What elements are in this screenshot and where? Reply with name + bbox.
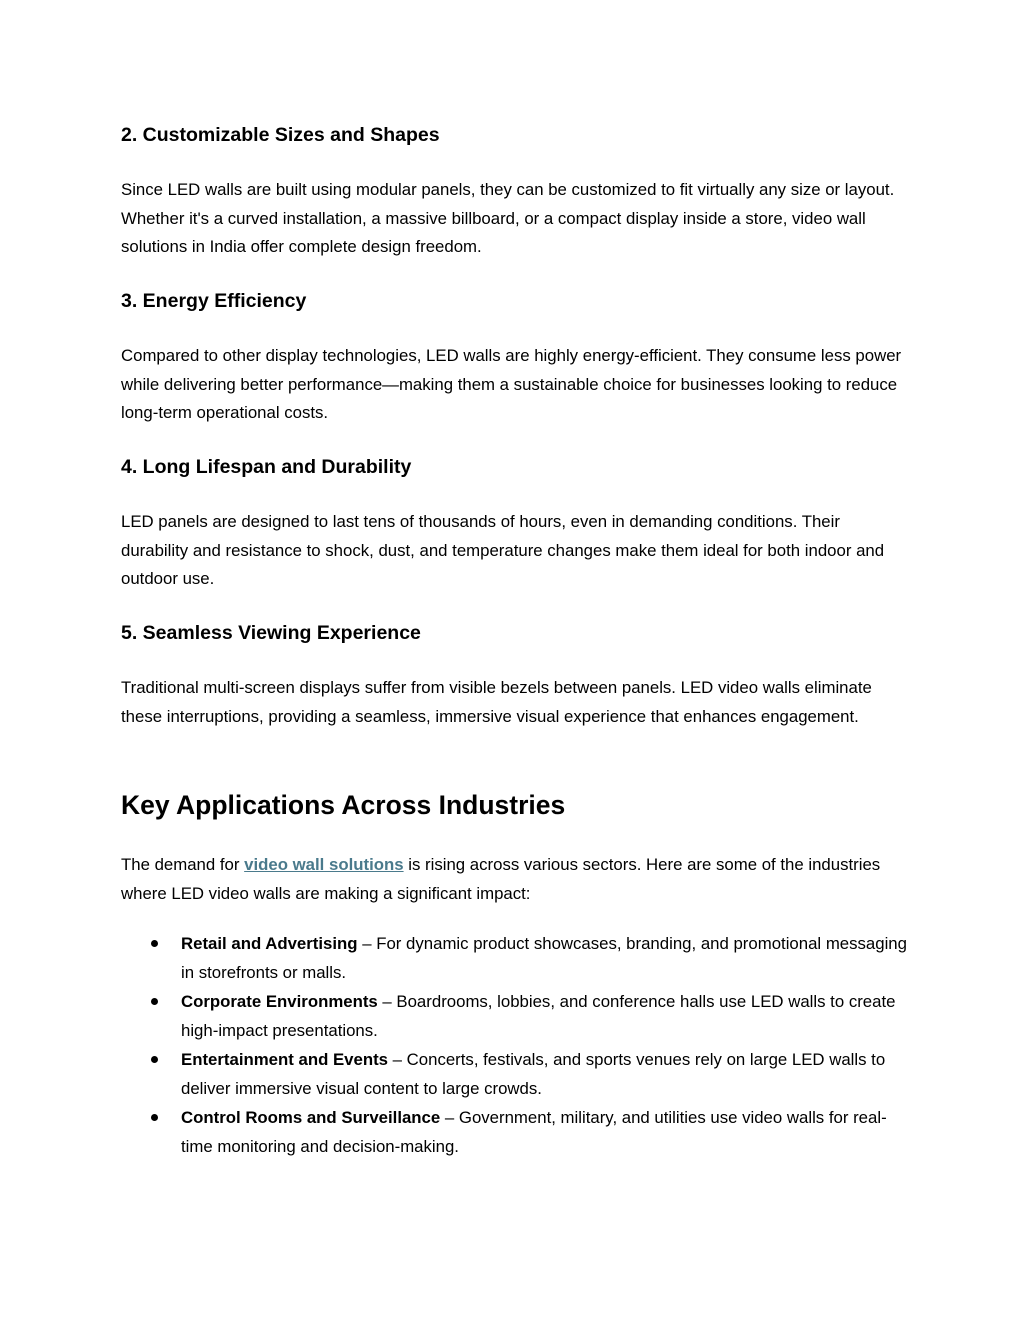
- bullet-icon: [151, 1114, 158, 1121]
- section-body-customizable-sizes: Since LED walls are built using modular panels, they can be customized to fit virtually any size or layout. Whether it's a curved installation, a massive billboard, or a compact display inside a store, video wall solutions in India offer complete design freedom.: [121, 180, 895, 257]
- list-item: [121, 987, 911, 1045]
- list-item-title: Retail and Advertising: [181, 934, 358, 953]
- section-heading-seamless-viewing: 5. Seamless Viewing Experience: [121, 622, 421, 644]
- applications-intro-after: is rising across various sectors. Here are some of the industries where LED video walls are making a significant impact:: [121, 855, 881, 903]
- applications-intro-before: The demand for: [121, 855, 245, 874]
- section-heading-long-lifespan: 4. Long Lifespan and Durability: [121, 456, 412, 478]
- list-item-title: Entertainment and Events: [181, 1050, 389, 1069]
- applications-intro: [121, 851, 911, 908]
- list-item-text: – Government, military, and utilities use video walls for real-time monitoring and decision-making.: [181, 1108, 887, 1156]
- section-body-seamless-viewing: Traditional multi-screen displays suffer from visible bezels between panels. LED video walls eliminate these interruptions, providing a seamless, immersive visual experience that enhances engagement.: [121, 678, 872, 726]
- section-body-long-lifespan: LED panels are designed to last tens of thousands of hours, even in demanding conditions. Their durability and resistance to shock, dust, and temperature changes make them ideal for both indoor and outdoor use.: [121, 512, 885, 589]
- section-heading-customizable-sizes: 2. Customizable Sizes and Shapes: [121, 124, 440, 146]
- list-item: [121, 1045, 911, 1103]
- bullet-icon: [151, 940, 158, 947]
- list-item-text: – For dynamic product showcases, branding, and promotional messaging in storefronts or malls.: [181, 934, 907, 982]
- section-body-energy-efficiency: Compared to other display technologies, LED walls are highly energy-efficient. They consume less power while delivering better performance—making them a sustainable choice for businesses looking to reduce long-term operational costs.: [121, 346, 902, 423]
- list-item-title: Corporate Environments: [181, 992, 378, 1011]
- list-item: [121, 929, 911, 987]
- applications-heading: Key Applications Across Industries: [121, 790, 566, 820]
- list-item-text: – Concerts, festivals, and sports venues rely on large LED walls to deliver immersive visual content to large crowds.: [181, 1050, 886, 1098]
- bullet-icon: [151, 1056, 158, 1063]
- bullet-icon: [151, 998, 158, 1005]
- list-item-text: – Boardrooms, lobbies, and conference halls use LED walls to create high-impact presentations.: [181, 992, 896, 1040]
- section-heading-energy-efficiency: 3. Energy Efficiency: [121, 290, 307, 312]
- video-wall-solutions-link[interactable]: video wall solutions: [244, 855, 404, 874]
- list-item: [121, 1103, 911, 1161]
- list-item-title: Control Rooms and Surveillance: [181, 1108, 441, 1127]
- applications-list: [121, 929, 911, 1161]
